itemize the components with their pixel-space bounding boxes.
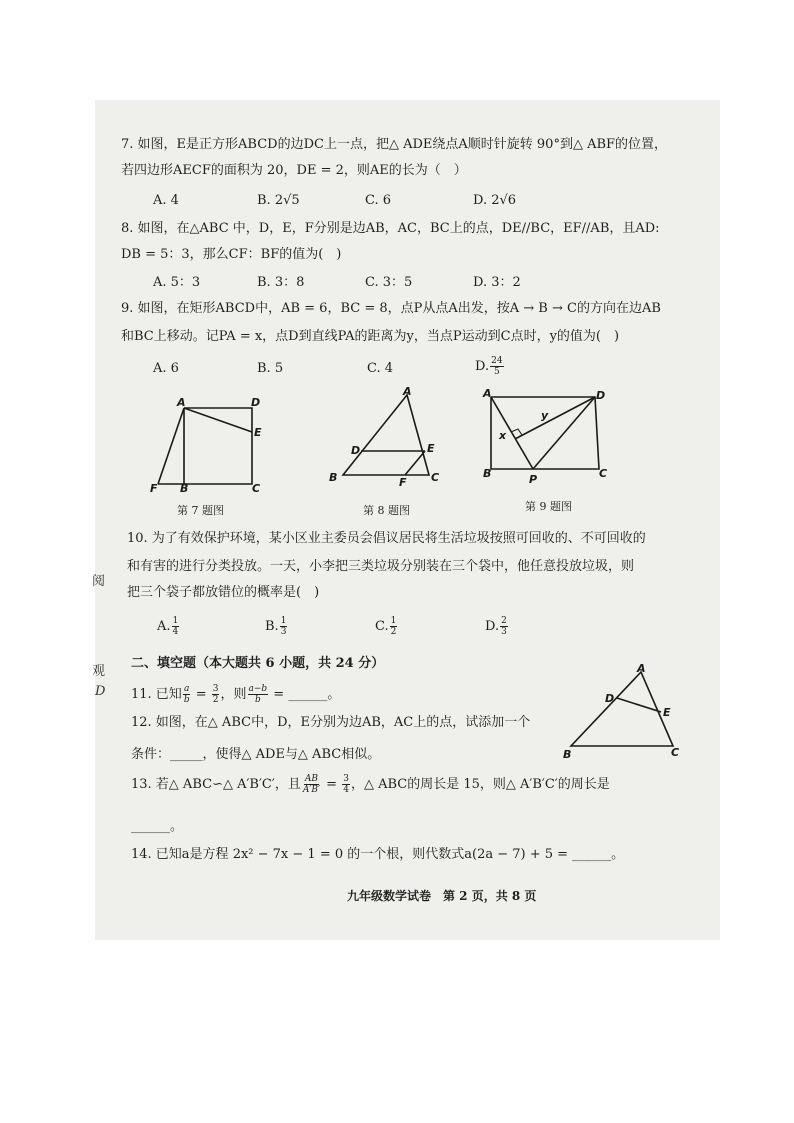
fig9-caption: 第 9 题图 [525, 500, 572, 513]
q9-option-a: A. 6 [153, 361, 179, 376]
figure-9 [475, 385, 620, 495]
q8-option-c: C. 3：5 [365, 275, 413, 290]
fig12-label-b: B [563, 748, 572, 760]
q13-line2: ______。 [131, 819, 184, 834]
q12-line1: 12. 如图，在△ ABC中，D，E分别为边AB，AC上的点，试添加一个 [131, 715, 531, 730]
fig9-segment-pd [533, 397, 595, 469]
fig12-label-d: D [605, 692, 615, 705]
margin-mark-3: D [95, 684, 106, 699]
q11-line: 11. 已知 $\frac{a}{b}$ = $\frac{3}{2}$ ，则 $\frac{a-b}{b}$ = ______。 [131, 684, 341, 705]
fig9-label-c: C [599, 467, 608, 480]
q10-line3: 把三个袋子都放错位的概率是( ) [127, 585, 320, 600]
fig9-label-p: P [529, 473, 538, 486]
fig7-segment-ae [184, 408, 252, 432]
figure-7 [150, 392, 280, 494]
q9-option-b: B. 5 [257, 361, 284, 376]
q13-line1: 13. 若△ ABC∽△ A′B′C′，且 $\frac{AB}{A'B'}$ = $\frac{3}{4}$ ，△ ABC的周长是 15，则△ A′B′C′的周长是 [131, 774, 610, 795]
fig8-triangle [343, 395, 429, 475]
q7-option-d: D. 2√6 [473, 193, 517, 208]
fig8-label-b: B [329, 471, 338, 484]
figure-12 [557, 660, 687, 760]
q7-line1: 7. 如图，E是正方形ABCD的边DC上一点，把△ ADE绕点A顺时针旋转 90°到△ ABF的位置， [121, 137, 668, 152]
q8-line2: DB = 5：3，那么CF：BF的值为( ) [121, 247, 342, 262]
margin-mark-1: 阅 [92, 574, 106, 589]
fig7-caption: 第 7 题图 [177, 504, 224, 517]
q9-line2: 和BC上移动。记PA = x，点D到直线PA的距离为y，当点P运动到C点时，y的值为( ) [121, 329, 620, 344]
q7-option-c: C. 6 [365, 193, 392, 208]
fig9-label-a: A [483, 387, 492, 400]
fig7-label-b: B [180, 482, 189, 494]
q8-line1: 8. 如图，在△ABC 中，D，E，F分别是边AB，AC，BC上的点，DE//BC，EF//AB，且AD: [121, 221, 660, 236]
q10-option-b: B. $\frac{1}{3}$ [265, 616, 287, 637]
section-fill-in-heading: 二、填空题（本大题共 6 小题，共 24 分） [131, 656, 385, 671]
q8-option-d: D. 3：2 [473, 275, 521, 290]
page-footer: 九年级数学试卷 第 2 页，共 8 页 [347, 889, 537, 903]
q9-option-c: C. 4 [367, 361, 394, 376]
q9-option-d: D. $\frac{24}{5}$ [475, 356, 503, 377]
fig12-label-c: C [671, 746, 680, 759]
q8-option-a: A. 5：3 [153, 275, 201, 290]
q7-line2: 若四边形AECF的面积为 20，DE = 2，则AE的长为（ ） [121, 163, 467, 178]
q7-option-a: A. 4 [153, 193, 179, 208]
exam-page [95, 100, 720, 940]
q8-option-b: B. 3：8 [257, 275, 305, 290]
fig7-label-c: C [252, 482, 261, 494]
q10-option-c: C. $\frac{1}{2}$ [375, 616, 397, 637]
fig9-perpendicular-y [515, 397, 595, 439]
fig8-label-f: F [399, 476, 407, 489]
q9-line1: 9. 如图，在矩形ABCD中，AB = 6，BC = 8，点P从点A出发，按A → B → C的方向在边AB [121, 301, 661, 316]
q7-option-b: B. 2√5 [257, 193, 300, 208]
fig7-segment-fa [158, 408, 184, 484]
q10-option-a: A. $\frac{1}{4}$ [157, 616, 179, 637]
fig9-label-d: D [596, 389, 606, 402]
fig9-label-y: y [541, 409, 549, 422]
q10-line2: 和有害的进行分类投放。一天，小李把三类垃圾分别装在三个袋中，他任意投放垃圾，则 [127, 559, 635, 574]
q14-line: 14. 已知a是方程 2x² − 7x − 1 = 0 的一个根，则代数式a(2a − 7) + 5 = ______。 [131, 847, 625, 862]
fig8-label-d: D [351, 444, 361, 457]
fig9-label-x: x [499, 429, 507, 442]
fig8-label-e: E [427, 442, 435, 455]
q12-line2: 条件：_____，使得△ ADE与△ ABC相似。 [131, 747, 381, 762]
q10-option-d: D. $\frac{2}{3}$ [485, 616, 507, 637]
figure-8 [323, 385, 448, 493]
fig7-label-f: F [150, 482, 158, 494]
fig12-label-a: A [637, 662, 646, 675]
fig12-triangle [571, 672, 673, 746]
fig7-label-d: D [251, 396, 261, 409]
fig9-label-b: B [483, 467, 492, 480]
fig8-caption: 第 8 题图 [363, 504, 410, 517]
fig8-segment-ef [405, 451, 425, 475]
fig8-label-c: C [431, 471, 440, 484]
fig9-rectangle [491, 397, 599, 469]
q10-line1: 10. 为了有效保护环境，某小区业主委员会倡议居民将生活垃圾按照可回收的、不可回收的 [127, 531, 646, 546]
fig8-label-a: A [403, 385, 412, 398]
margin-mark-2: 观 [92, 664, 106, 679]
fig7-label-e: E [254, 426, 262, 439]
fig7-label-a: A [177, 396, 186, 409]
fig12-label-e: E [663, 706, 671, 719]
